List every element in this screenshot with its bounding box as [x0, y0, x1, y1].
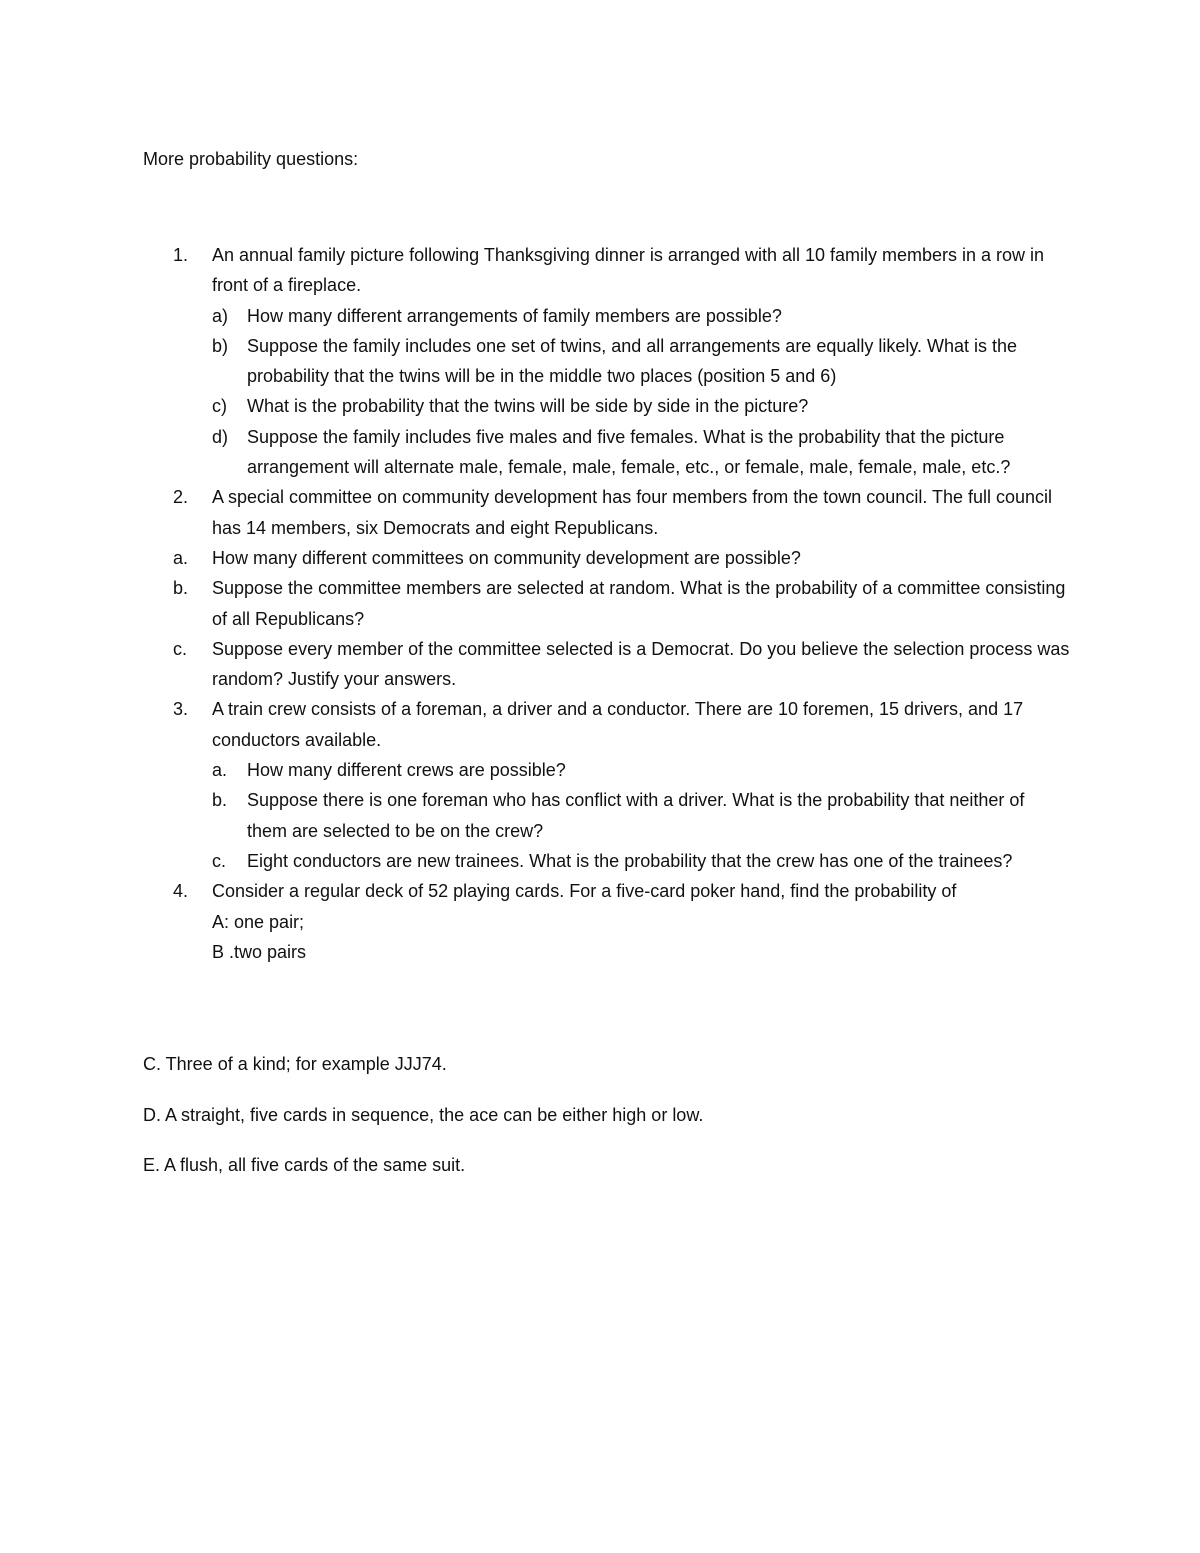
question-2-part-b	[0, 573, 1200, 634]
question-2	[0, 482, 1200, 543]
question-number: 3.	[173, 699, 189, 720]
part-label: b)	[212, 335, 229, 356]
question-4-part-b	[0, 937, 1200, 967]
extra-part-e: E. A flush, all five cards of the same suit.	[143, 1155, 466, 1175]
part-text: Suppose every member of the committee selected is a Democrat. Do you believe the selection process was random? Justify your answers.	[212, 638, 1070, 690]
question-text: An annual family picture following Thanksgiving dinner is arranged with all 10 family members in a row in front of a fireplace.	[212, 245, 1045, 296]
question-text: A special committee on community development has four members from the town council. The full council has 14 members, six Democrats and eight Republicans.	[212, 487, 1053, 538]
question-1-part-c	[0, 391, 1200, 421]
part-text: B .two pairs	[212, 941, 307, 962]
part-text: Eight conductors are new trainees. What is the probability that the crew has one of the trainees?	[247, 850, 1013, 871]
question-2-part-a	[0, 543, 1200, 573]
question-1-part-d	[0, 422, 1200, 483]
question-number: 1.	[173, 245, 189, 265]
part-text: A: one pair;	[212, 911, 305, 932]
extra-part-c: C. Three of a kind; for example JJJ74.	[143, 1054, 447, 1074]
question-1-part-b	[0, 331, 1200, 392]
part-label: c)	[212, 396, 227, 417]
part-text: What is the probability that the twins will be side by side in the picture?	[247, 396, 809, 417]
question-text: Consider a regular deck of 52 playing cards. For a five-card poker hand, find the probability of	[212, 881, 957, 902]
question-3-part-a	[0, 755, 1200, 785]
question-1-part-a	[0, 301, 1200, 331]
part-text: How many different arrangements of family members are possible?	[247, 305, 782, 326]
question-2-part-c	[0, 634, 1200, 695]
question-3	[0, 694, 1200, 755]
question-text: A train crew consists of a foreman, a driver and a conductor. There are 10 foremen, 15 drivers, and 17 conductors available.	[212, 699, 1024, 750]
part-text: How many different crews are possible?	[247, 760, 566, 781]
part-label: c.	[173, 638, 188, 659]
question-3-part-c	[0, 846, 1200, 876]
part-label: a)	[212, 305, 229, 326]
question-4-part-a	[0, 907, 1200, 937]
page-title: More probability questions:	[143, 149, 359, 169]
part-text: Suppose the family includes one set of twins, and all arrangements are equally likely. What is the probability that the twins will be in the middle two places (position 5 and 6)	[247, 335, 1018, 387]
question-3-part-b	[0, 785, 1200, 846]
part-text: How many different committees on community development are possible?	[212, 547, 801, 568]
question-4	[0, 876, 1200, 906]
part-text: Suppose the committee members are selected at random. What is the probability of a committee consisting of all Republicans?	[212, 578, 1066, 629]
part-label: a.	[173, 547, 189, 568]
part-text: Suppose there is one foreman who has conflict with a driver. What is the probability that neither of them are selected to be on the crew?	[247, 790, 1025, 841]
part-label: d)	[212, 426, 229, 447]
part-text: Suppose the family includes five males and five females. What is the probability that the picture arrangement will alternate male, female, male, female, etc., or female, male, female, male, etc.?	[247, 426, 1011, 478]
part-label: b.	[212, 790, 228, 811]
question-number: 4.	[173, 881, 189, 902]
extra-part-d: D. A straight, five cards in sequence, the ace can be either high or low.	[143, 1105, 704, 1125]
question-number: 2.	[173, 487, 189, 508]
question-1	[0, 240, 1200, 301]
part-label: c.	[212, 850, 227, 871]
question-list	[0, 240, 1200, 967]
part-label: a.	[212, 760, 228, 781]
part-label: b.	[173, 578, 189, 599]
